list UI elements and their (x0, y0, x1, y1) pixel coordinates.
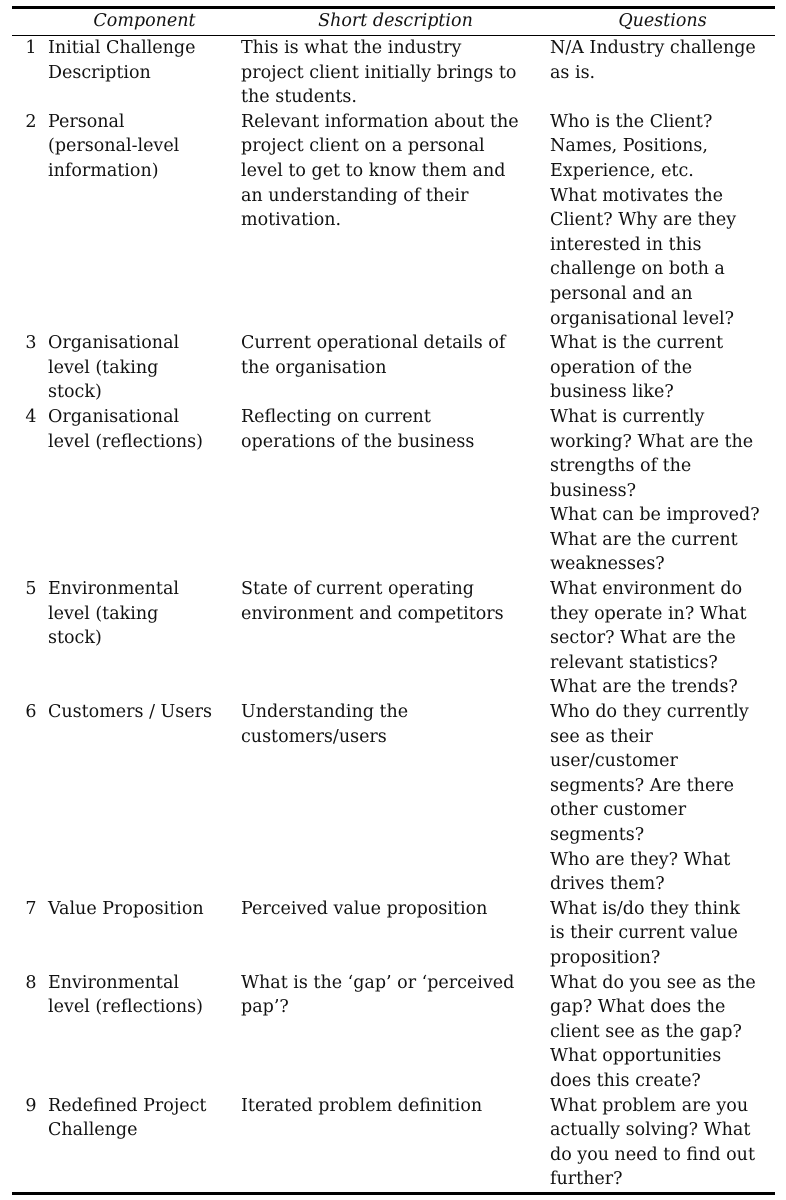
row-number: 6 (25, 702, 37, 723)
row-component: Customers / Users (48, 702, 212, 723)
row-component: Redefined Project Challenge (48, 1095, 207, 1141)
row-number: 8 (25, 972, 37, 993)
row-number: 2 (25, 111, 37, 132)
row-component: Value Proposition (48, 898, 204, 919)
row-number: 4 (25, 406, 37, 427)
header-description: Short description (318, 11, 473, 31)
row-description: This is what the industry project client initially brings to the students. (241, 38, 517, 108)
row-description: Iterated problem definition (241, 1095, 483, 1116)
table-row (12, 110, 775, 331)
header-number (12, 9, 48, 35)
row-questions: N/A Industry challenge as is. (550, 38, 756, 83)
row-number: 9 (25, 1095, 37, 1116)
row-questions: What problem are you actually solving? What do you need to find out further? (550, 1095, 755, 1190)
row-number: 7 (25, 898, 37, 919)
row-description: Perceived value proposition (241, 898, 488, 919)
row-description: Reflecting on current operations of the business (241, 406, 475, 452)
row-questions: What is the current operation of the business like? (550, 333, 724, 403)
row-description: Understanding the customers/users (241, 702, 409, 747)
row-component: Initial Challenge Description (48, 38, 196, 83)
components-table (12, 6, 775, 1195)
row-questions: What environment do they operate in? What sector? What are the relevant statistics? What are the trends? (550, 579, 747, 698)
row-questions: What do you see as the gap? What does the client see as the gap? What opportunities does this create? (550, 972, 756, 1091)
row-component: Environmental level (reflections) (48, 972, 203, 1018)
table-row (12, 405, 775, 577)
row-questions: Who do they currently see as their user/customer segments? Are there other customer segments? Who are they? What drives them? (550, 702, 749, 895)
row-description: State of current operating environment and competitors (241, 579, 504, 624)
row-description: Relevant information about the project client on a personal level to get to know them and an understanding of their motivation. (241, 111, 519, 231)
table-row (12, 577, 775, 700)
row-questions: What is/do they think is their current value proposition? (550, 898, 740, 968)
row-component: Organisational level (reflections) (48, 406, 203, 452)
table-row (12, 971, 775, 1094)
table-row (12, 1094, 775, 1192)
header-questions: Questions (618, 11, 707, 31)
table-row (12, 897, 775, 971)
row-number: 1 (25, 38, 37, 58)
row-description: What is the ‘gap’ or ‘perceived pap’? (241, 972, 515, 1018)
row-questions: What is currently working? What are the strengths of the business? What can be improved? What are the current weaknesses? (550, 406, 760, 575)
row-component: Personal (personal-level information) (48, 111, 180, 181)
row-questions: Who is the Client? Names, Positions, Experience, etc. What motivates the Client? Why are they interested in this challenge on both a personal and an organisational level? (550, 111, 737, 329)
table-header-row (12, 9, 775, 36)
row-number: 3 (25, 333, 37, 354)
header-component: Component (93, 11, 196, 31)
row-component: Organisational level (taking stock) (48, 333, 180, 403)
row-number: 5 (25, 579, 37, 600)
row-component: Environmental level (taking stock) (48, 579, 179, 649)
table-row (12, 700, 775, 897)
row-description: Current operational details of the organisation (241, 333, 506, 378)
table-row (12, 331, 775, 405)
table-row (12, 36, 775, 110)
